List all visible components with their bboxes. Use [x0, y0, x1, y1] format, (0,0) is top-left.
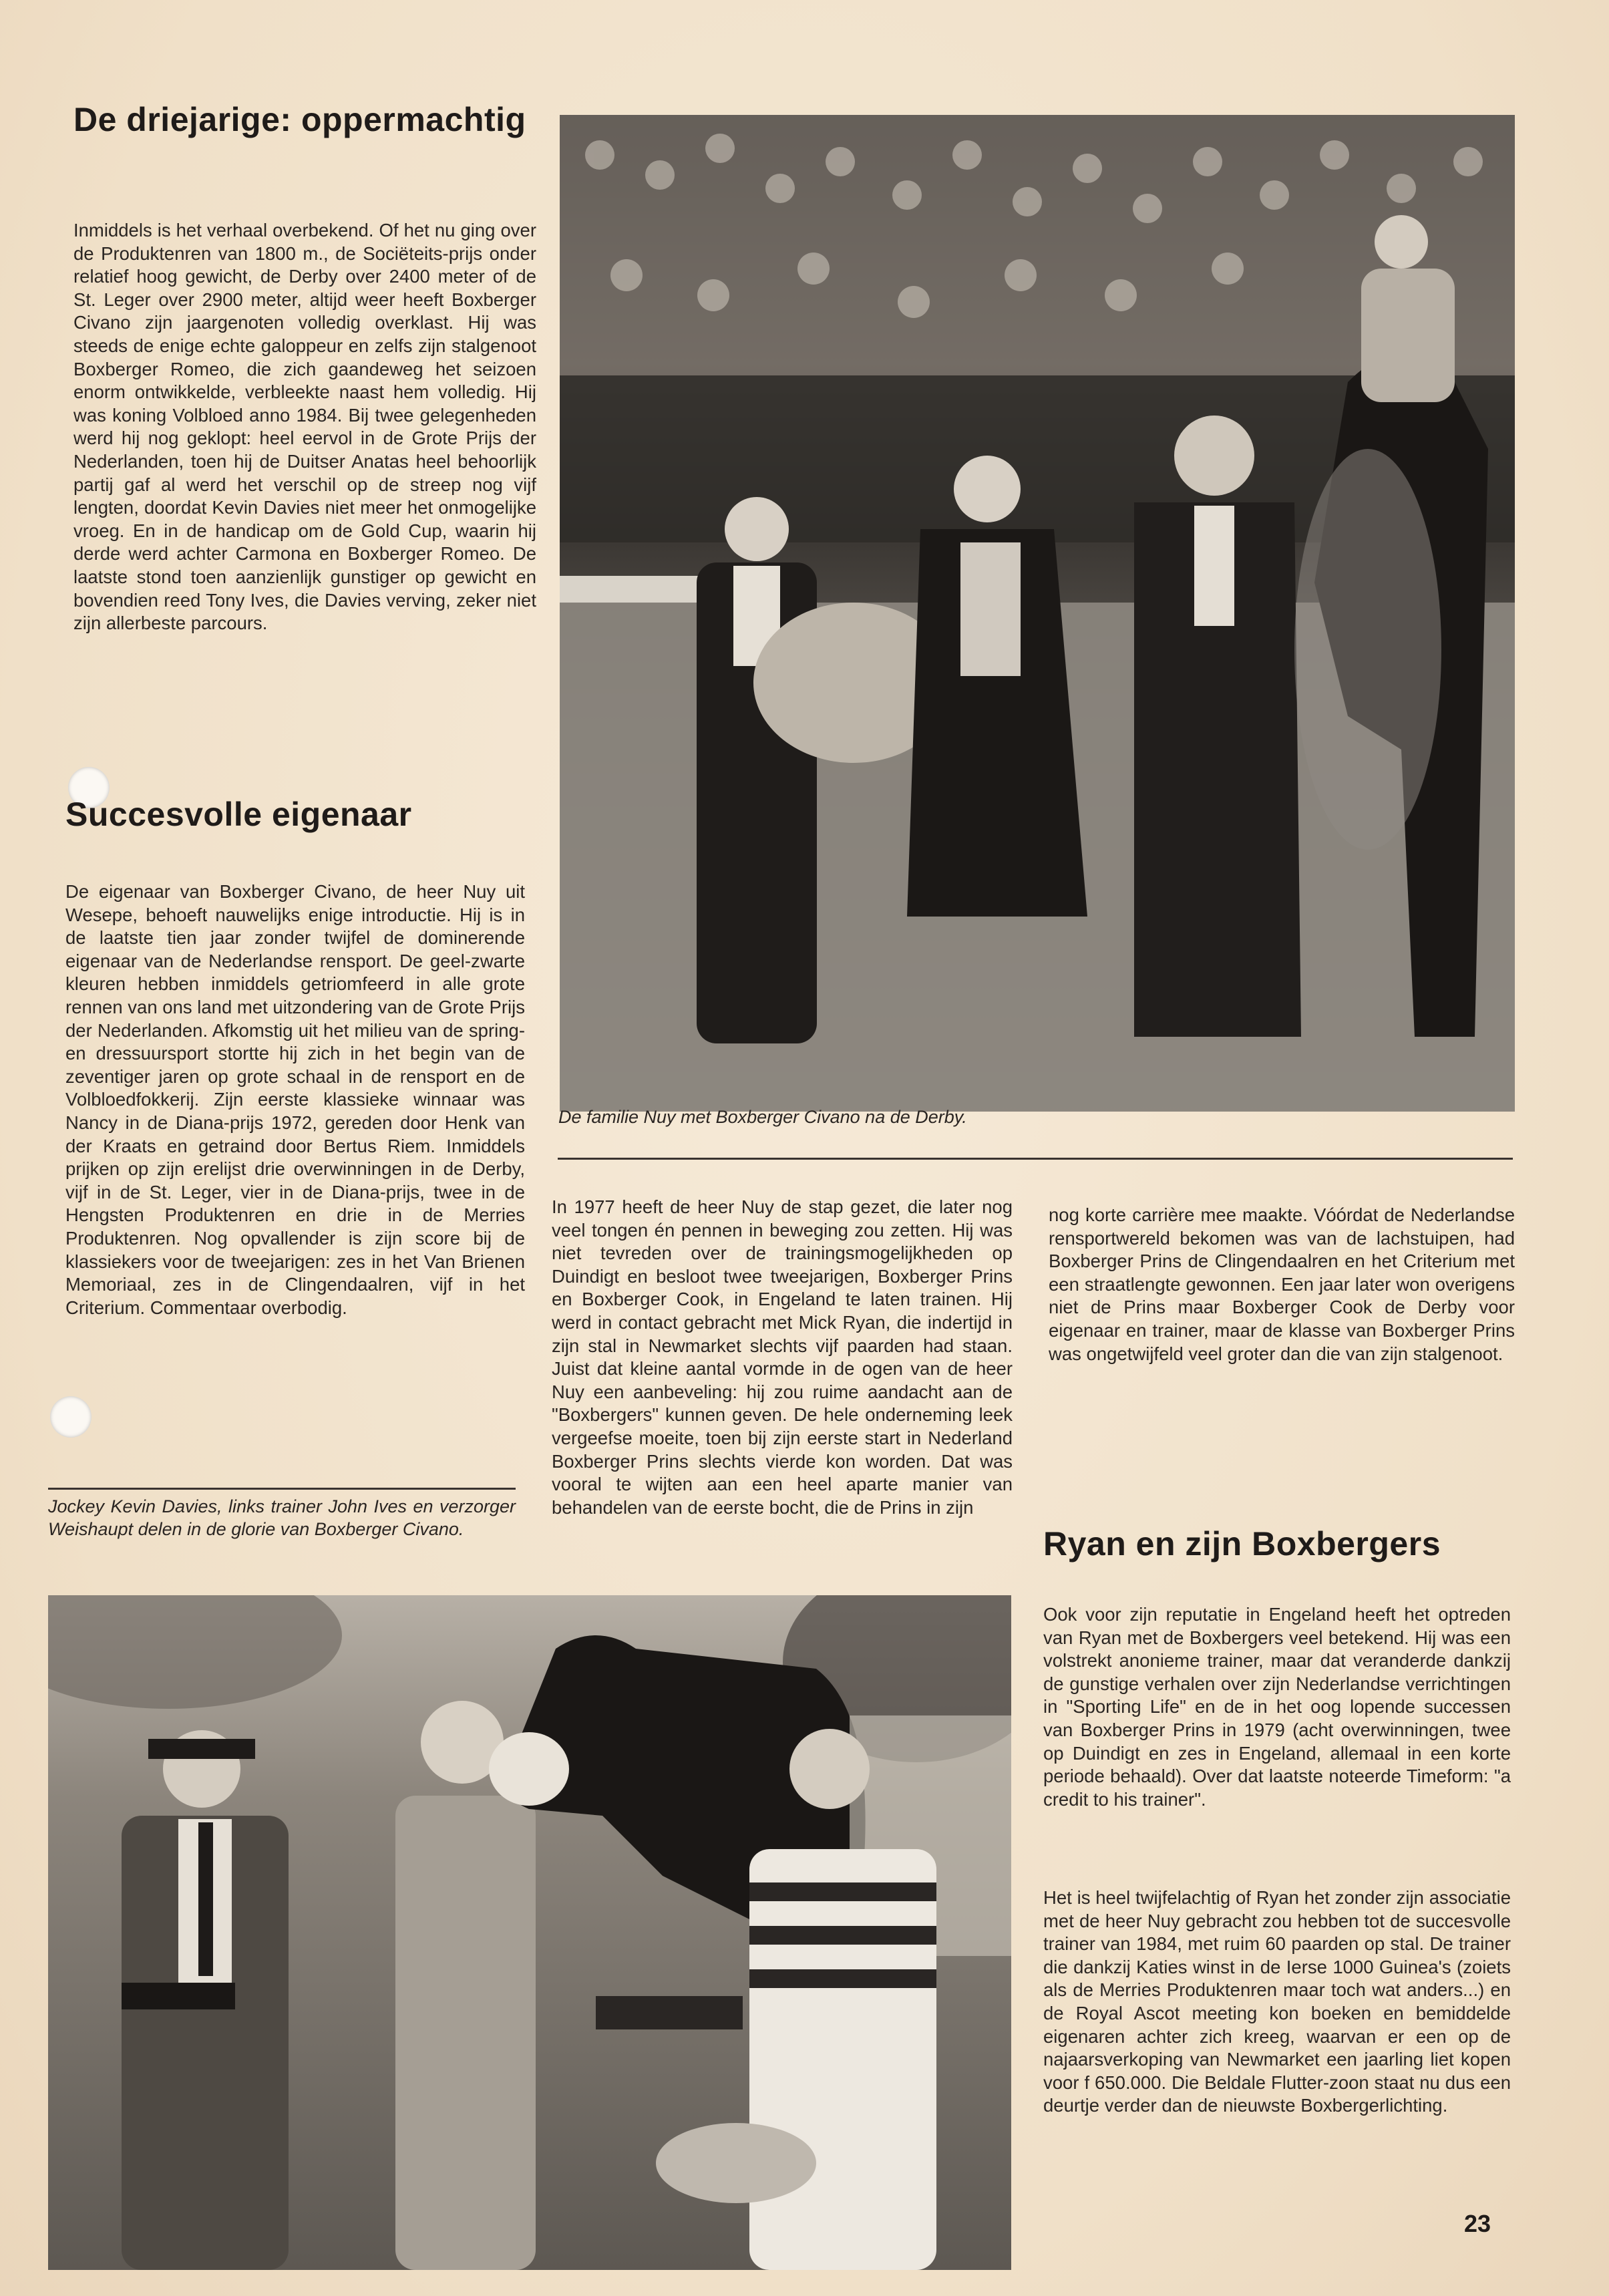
section3-body-1: Ook voor zijn reputatie in Engeland heeft het optreden van Ryan met de Boxbergers veel betekend. Hij was een volstrekt anonieme trainer, maar dat veranderde dankzij de gunstige verhalen over zijn Nederlandse verrichtingen in "Sporting Life" en de in het oog lopende successen van Boxberger Prins in 1979 (acht overwinningen, twee op Duindigt en zes in Engeland, allemaal in een korte periode behaald). Over dat laatste noteerde Timeform: "a credit to his trainer". — [1043, 1604, 1511, 1810]
middle-column-body: In 1977 heeft de heer Nuy de stap gezet, die later nog veel tongen én pennen in beweging zou zetten. Hij was niet tevreden over de trainingsmogelijkheden op Duindigt en besloot twee tweejarigen, Boxberger Prins en Boxberger Cook, in Engeland te laten trainen. Hij werd in contact gebracht met Mick Ryan, die indertijd in zijn stal in Newmarket slechts vijf paarden had staan. Juist dat kleine aantal vormde in de ogen van de heer Nuy een aanbeveling: hij zou ruime aandacht aan de "Boxbergers" kunnen geven. De hele onderneming leek vergeefse moeite, toen bij zijn eerste start in Nederland Boxberger Prins slechts vierde kon worden. Dat was vooral te wijten aan een heel aparte manier van behandelen van de eerste bocht, die de Prins in zijn — [552, 1196, 1013, 1518]
photo-davies-image — [48, 1595, 1011, 2270]
section2-body: De eigenaar van Boxberger Civano, de heer Nuy uit Wesepe, behoeft nauwelijks enige introductie. Hij is in de laatste tien jaar zonder twijfel de dominerende eigenaar van de Nederlandse rensport. De geel-zwarte kleuren hebben inmiddels getriomfeerd in alle grote rennen van ons land met uitzondering van de Grote Prijs der Nederlanden. Afkomstig uit het milieu van de spring- en dressuursport stortte hij zich in het begin van de zeventiger jaren op grote schaal in de rensport en de Volbloedfokkerij. Zijn eerste klassieke winnaar was Nancy in de Diana-prijs 1972, gereden door Henk van der Kraats en getraind door Bertus Riem. Inmiddels prijken op zijn erelijst drie overwinningen in de Derby, vijf in de St. Leger, vier in de Diana-prijs, twee in de Hengsten Produktenren en drie in de Merries Produktenren. Nog opvallender is zijn score bij de klassiekers voor de tweejarigen: zes in het Van Brienen Memoriaal, zes in de Clingendaalren, vijf in het Criterium. Commentaar overbodig. — [65, 881, 525, 1318]
section2-heading: Succesvolle eigenaar — [65, 796, 412, 833]
caption-divider-top — [558, 1158, 1513, 1160]
right-column-body: nog korte carrière mee maakte. Vóórdat de Nederlandse rensportwereld bekomen was van de lachstuipen, had Boxberger Prins de Clingendaalren en het Criterium met een straatlengte gewonnen. Een jaar later won overigens niet de Prins maar Boxberger Cook de Derby voor eigenaar en trainer, maar de klasse van Boxberger Prins was ongetwijfeld veel groter dan die van zijn stalgenoot. — [1049, 1204, 1515, 1364]
punch-hole-bottom — [50, 1396, 92, 1438]
caption-divider-bottom — [48, 1488, 516, 1490]
section3-body-2: Het is heel twijfelachtig of Ryan het zonder zijn associatie met de heer Nuy gebracht zou hebben tot de succesvolle trainer van 1984, met ruim 60 paarden op stal. De trainer die dankzij Katies winst in de Ierse 1000 Guinea's (zoiets als de Merries Produktenren maar toch wat anders...) en de Royal Ascot meeting kon boeken en bemiddelde eigenaren achter zich kreeg, waarvan er een op de najaarsverkoping van Newmarket een jaarling liet kopen voor f 650.000. Die Beldale Flutter-zoon staat nu dus een deurtje verder dan de nieuwste Boxbergerlichting. — [1043, 1887, 1511, 2116]
page-number: 23 — [1464, 2210, 1491, 2237]
photo-davies-ives-weishaupt — [48, 1595, 1011, 2270]
photo-nuy-family-image — [560, 115, 1515, 1112]
photo-davies-caption: Jockey Kevin Davies, links trainer John Ives en verzorger Weishaupt delen in de glorie van Boxberger Civano. — [48, 1496, 516, 1539]
section1-heading: De driejarige: oppermachtig — [73, 101, 526, 138]
photo-nuy-family-derby — [560, 115, 1515, 1112]
photo-nuy-family-caption: De familie Nuy met Boxberger Civano na de Derby. — [558, 1107, 967, 1127]
section3-heading: Ryan en zijn Boxbergers — [1043, 1525, 1441, 1563]
section1-body: Inmiddels is het verhaal overbekend. Of het nu ging over de Produktenren van 1800 m., de Sociëteits-prijs onder relatief hoog gewicht, de Derby over 2400 meter of de St. Leger over 2900 meter, altijd weer heeft Boxberger Civano zijn jaargenoten volledig overklast. Hij was steeds de enige echte galoppeur en zelfs zijn stalgenoot Boxberger Romeo, die zich gaandeweg het seizoen enorm ontwikkelde, verbleekte naast hem volledig. Hij was koning Volbloed anno 1984. Bij twee gelegenheden werd hij nog geklopt: heel eervol in de Grote Prijs der Nederlanden, toen hij de Duitser Anatas heel behoorlijk partij gaf al werd het verschil op de streep nog vijf lengten, doordat Kevin Davies niet meer het onmogelijke vroeg. En in de handicap om de Gold Cup, waarin hij derde werd achter Carmona en Boxberger Romeo. De laatste stond toen aanzienlijk gunstiger op gewicht en bovendien reed Tony Ives, die Davies verving, zeker niet zijn allerbeste parcours. — [73, 220, 536, 634]
